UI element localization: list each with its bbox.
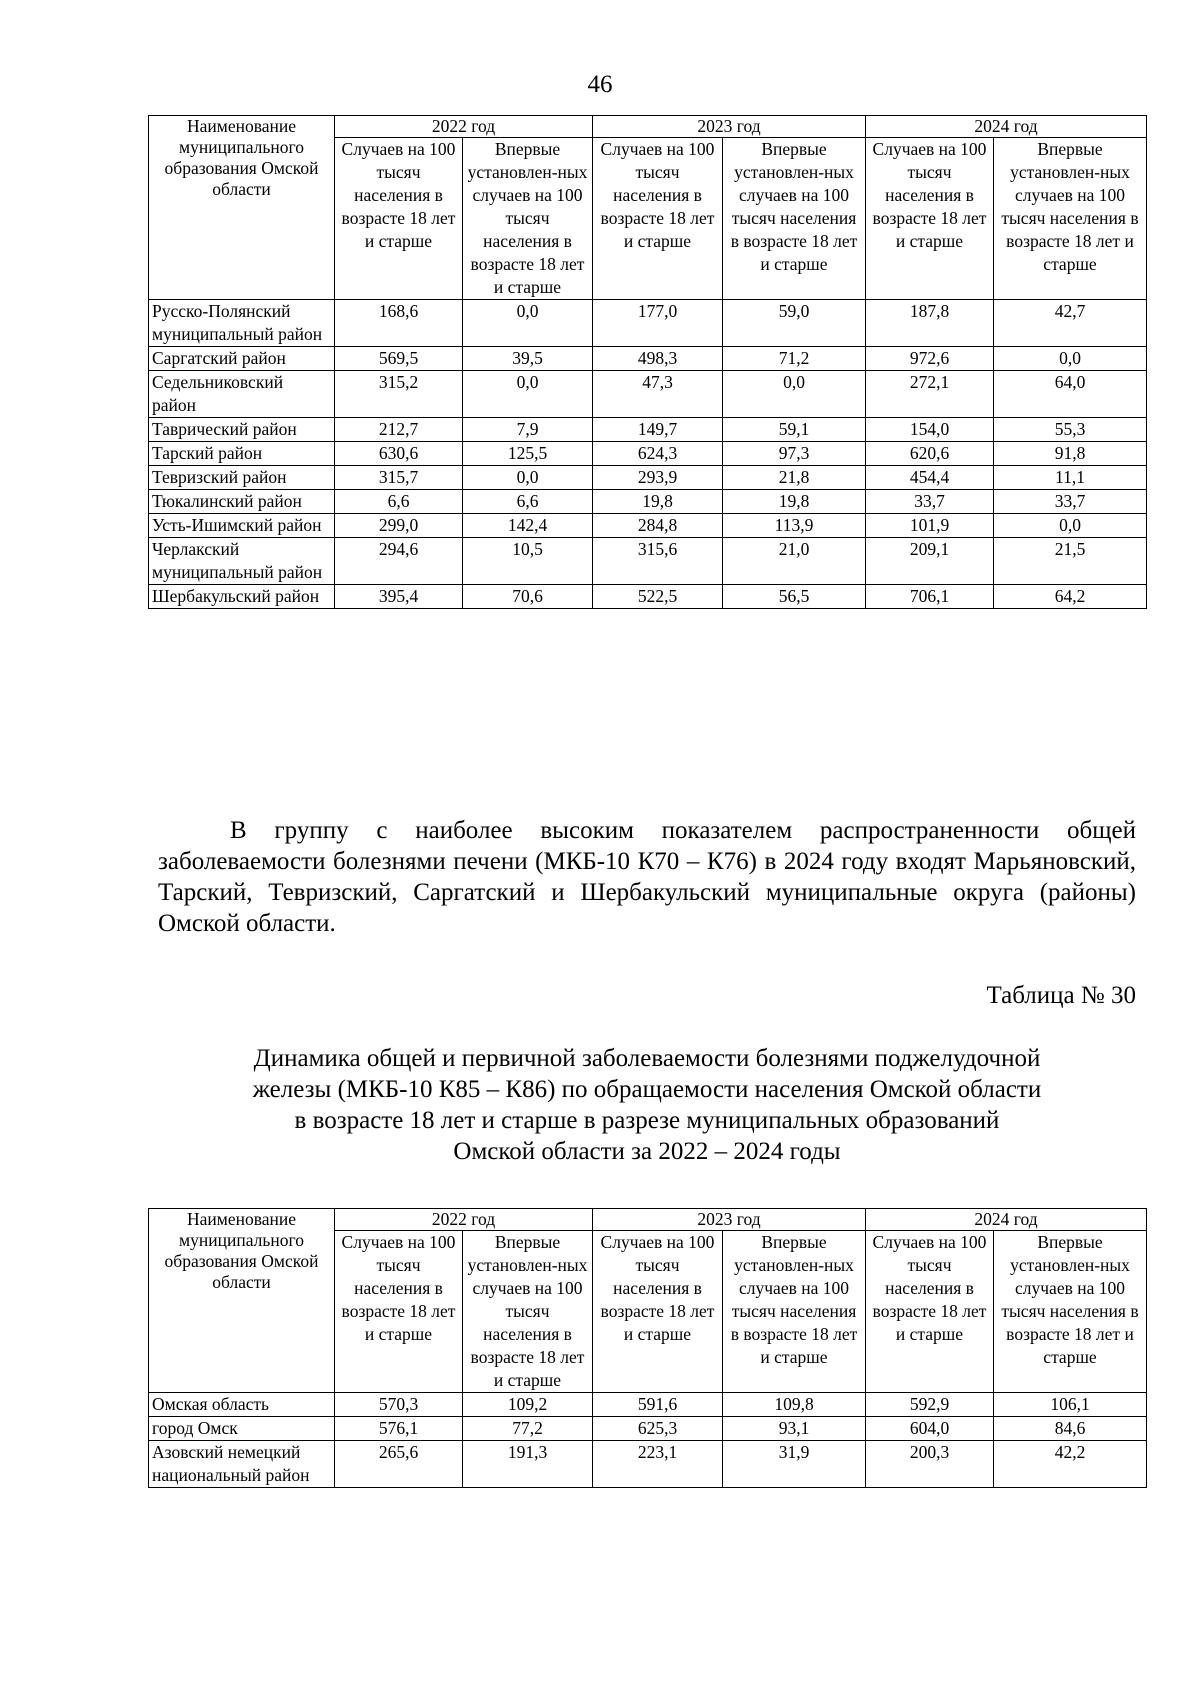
row-value-cell: 294,6: [335, 538, 463, 585]
row-value-cell: 454,4: [866, 466, 994, 490]
row-value-cell: 6,6: [335, 490, 463, 514]
row-value-cell: 630,6: [335, 442, 463, 466]
row-value-cell: 71,2: [723, 347, 866, 371]
row-municipality-name: Омская область: [149, 1393, 335, 1417]
row-value-cell: 42,7: [994, 300, 1147, 347]
row-municipality-name: Шербакульский район: [149, 585, 335, 609]
row-value-cell: 570,3: [335, 1393, 463, 1417]
row-value-cell: 21,5: [994, 538, 1147, 585]
row-value-cell: 7,9: [463, 418, 593, 442]
header-new-cases-2024: Впервые установлен-ных случаев на 100 тысяч населения в возрасте 18 лет и старше: [994, 138, 1147, 300]
header-year-2023: 2023 год: [593, 116, 866, 138]
row-value-cell: 42,2: [994, 1441, 1147, 1488]
row-municipality-name: Саргатский район: [149, 347, 335, 371]
row-value-cell: 31,9: [723, 1441, 866, 1488]
table-row: [149, 418, 1147, 442]
page-number: 46: [587, 71, 613, 98]
row-value-cell: 109,8: [723, 1393, 866, 1417]
row-municipality-name: Азовский немецкий национальный район: [149, 1441, 335, 1488]
row-value-cell: 569,5: [335, 347, 463, 371]
row-value-cell: 84,6: [994, 1417, 1147, 1441]
row-value-cell: 10,5: [463, 538, 593, 585]
row-value-cell: 624,3: [593, 442, 723, 466]
row-value-cell: 0,0: [994, 514, 1147, 538]
row-municipality-name: Черлакский муниципальный район: [149, 538, 335, 585]
row-value-cell: 11,1: [994, 466, 1147, 490]
row-value-cell: 604,0: [866, 1417, 994, 1441]
row-value-cell: 265,6: [335, 1441, 463, 1488]
row-value-cell: 191,3: [463, 1441, 593, 1488]
row-value-cell: 706,1: [866, 585, 994, 609]
row-value-cell: 522,5: [593, 585, 723, 609]
row-municipality-name: Усть-Ишимский район: [149, 514, 335, 538]
row-value-cell: 591,6: [593, 1393, 723, 1417]
row-value-cell: 33,7: [866, 490, 994, 514]
header-new-cases-2022: Впервые установлен-ных случаев на 100 тысяч населения в возрасте 18 лет и старше: [463, 1231, 593, 1393]
header-cases-2023: Случаев на 100 тысяч населения в возрасте 18 лет и старше: [593, 1231, 723, 1393]
header-new-cases-2024: Впервые установлен-ных случаев на 100 тысяч населения в возрасте 18 лет и старше: [994, 1231, 1147, 1393]
row-value-cell: 0,0: [994, 347, 1147, 371]
row-value-cell: 272,1: [866, 371, 994, 418]
table-row: [149, 442, 1147, 466]
table-row: [149, 347, 1147, 371]
header-year-2022: 2022 год: [335, 116, 593, 138]
row-value-cell: 142,4: [463, 514, 593, 538]
row-value-cell: 93,1: [723, 1417, 866, 1441]
row-value-cell: 149,7: [593, 418, 723, 442]
row-value-cell: 209,1: [866, 538, 994, 585]
row-value-cell: 315,6: [593, 538, 723, 585]
row-value-cell: 0,0: [723, 371, 866, 418]
row-value-cell: 299,0: [335, 514, 463, 538]
header-cases-2024: Случаев на 100 тысяч населения в возрасте 18 лет и старше: [866, 1231, 994, 1393]
row-value-cell: 293,9: [593, 466, 723, 490]
row-value-cell: 284,8: [593, 514, 723, 538]
row-value-cell: 0,0: [463, 300, 593, 347]
row-value-cell: 77,2: [463, 1417, 593, 1441]
row-value-cell: 113,9: [723, 514, 866, 538]
row-value-cell: 223,1: [593, 1441, 723, 1488]
row-municipality-name: Русско-Полянский муниципальный район: [149, 300, 335, 347]
table-title-line: Омской области за 2022 – 2024 годы: [453, 1138, 841, 1165]
row-value-cell: 498,3: [593, 347, 723, 371]
row-value-cell: 972,6: [866, 347, 994, 371]
row-value-cell: 6,6: [463, 490, 593, 514]
row-municipality-name: Седельниковский район: [149, 371, 335, 418]
row-value-cell: 47,3: [593, 371, 723, 418]
table-row: [149, 1441, 1147, 1488]
header-new-cases-2022: Впервые установлен-ных случаев на 100 тысяч населения в возрасте 18 лет и старше: [463, 138, 593, 300]
row-value-cell: 212,7: [335, 418, 463, 442]
row-value-cell: 125,5: [463, 442, 593, 466]
row-value-cell: 395,4: [335, 585, 463, 609]
table-pancreas-diseases: [148, 1208, 1147, 1488]
header-year-2024: 2024 год: [866, 1209, 1147, 1231]
table-row: [149, 1417, 1147, 1441]
row-value-cell: 91,8: [994, 442, 1147, 466]
row-value-cell: 625,3: [593, 1417, 723, 1441]
table-title-line: в возрасте 18 лет и старше в разрезе муниципальных образований: [294, 1107, 1000, 1134]
table-row: [149, 514, 1147, 538]
header-cases-2022: Случаев на 100 тысяч населения в возрасте 18 лет и старше: [335, 1231, 463, 1393]
table-title-line: железы (МКБ-10 К85 – К86) по обращаемости населения Омской области: [252, 1076, 1042, 1103]
table-title-line: Динамика общей и первичной заболеваемости болезнями поджелудочной: [253, 1045, 1041, 1072]
row-municipality-name: Таврический район: [149, 418, 335, 442]
table-liver-diseases: [148, 115, 1147, 609]
row-value-cell: 106,1: [994, 1393, 1147, 1417]
row-value-cell: 64,2: [994, 585, 1147, 609]
row-municipality-name: Тюкалинский район: [149, 490, 335, 514]
table-row: [149, 466, 1147, 490]
row-municipality-name: Тевризский район: [149, 466, 335, 490]
header-year-2024: 2024 год: [866, 116, 1147, 138]
table-row: [149, 371, 1147, 418]
row-value-cell: 97,3: [723, 442, 866, 466]
row-value-cell: 56,5: [723, 585, 866, 609]
row-value-cell: 55,3: [994, 418, 1147, 442]
header-name-column: Наименование муниципального образования Омской области: [149, 1209, 335, 1393]
row-value-cell: 592,9: [866, 1393, 994, 1417]
row-value-cell: 101,9: [866, 514, 994, 538]
table-row: [149, 300, 1147, 347]
row-value-cell: 109,2: [463, 1393, 593, 1417]
row-municipality-name: Тарский район: [149, 442, 335, 466]
header-cases-2023: Случаев на 100 тысяч населения в возрасте 18 лет и старше: [593, 138, 723, 300]
row-value-cell: 0,0: [463, 371, 593, 418]
row-value-cell: 168,6: [335, 300, 463, 347]
row-value-cell: 59,0: [723, 300, 866, 347]
header-new-cases-2023: Впервые установлен-ных случаев на 100 тысяч населения в возрасте 18 лет и старше: [723, 1231, 866, 1393]
row-value-cell: 154,0: [866, 418, 994, 442]
table-row: [149, 585, 1147, 609]
row-value-cell: 200,3: [866, 1441, 994, 1488]
header-new-cases-2023: Впервые установлен-ных случаев на 100 тысяч населения в возрасте 18 лет и старше: [723, 138, 866, 300]
row-value-cell: 620,6: [866, 442, 994, 466]
table-number: Таблица № 30: [986, 982, 1136, 1009]
row-municipality-name: город Омск: [149, 1417, 335, 1441]
table-row: [149, 1393, 1147, 1417]
header-year-2023: 2023 год: [593, 1209, 866, 1231]
row-value-cell: 19,8: [723, 490, 866, 514]
row-value-cell: 21,0: [723, 538, 866, 585]
table-row: [149, 538, 1147, 585]
row-value-cell: 576,1: [335, 1417, 463, 1441]
row-value-cell: 70,6: [463, 585, 593, 609]
body-paragraph: В группу с наиболее высоким показателем распространенности общей заболеваемости болезнями печени (МКБ-10 К70 – К76) в 2024 году входят Марьяновский, Тарский, Тевризский, Саргатский и Шербакульский муниципальные округа (районы) Омской области.: [158, 817, 1136, 937]
header-cases-2022: Случаев на 100 тысяч населения в возрасте 18 лет и старше: [335, 138, 463, 300]
row-value-cell: 187,8: [866, 300, 994, 347]
row-value-cell: 177,0: [593, 300, 723, 347]
row-value-cell: 315,2: [335, 371, 463, 418]
row-value-cell: 19,8: [593, 490, 723, 514]
header-name-column: Наименование муниципального образования Омской области: [149, 116, 335, 300]
row-value-cell: 64,0: [994, 371, 1147, 418]
header-year-2022: 2022 год: [335, 1209, 593, 1231]
header-cases-2024: Случаев на 100 тысяч населения в возрасте 18 лет и старше: [866, 138, 994, 300]
row-value-cell: 315,7: [335, 466, 463, 490]
table-title: [148, 1043, 1146, 1167]
row-value-cell: 59,1: [723, 418, 866, 442]
row-value-cell: 33,7: [994, 490, 1147, 514]
row-value-cell: 21,8: [723, 466, 866, 490]
table-row: [149, 490, 1147, 514]
row-value-cell: 39,5: [463, 347, 593, 371]
row-value-cell: 0,0: [463, 466, 593, 490]
